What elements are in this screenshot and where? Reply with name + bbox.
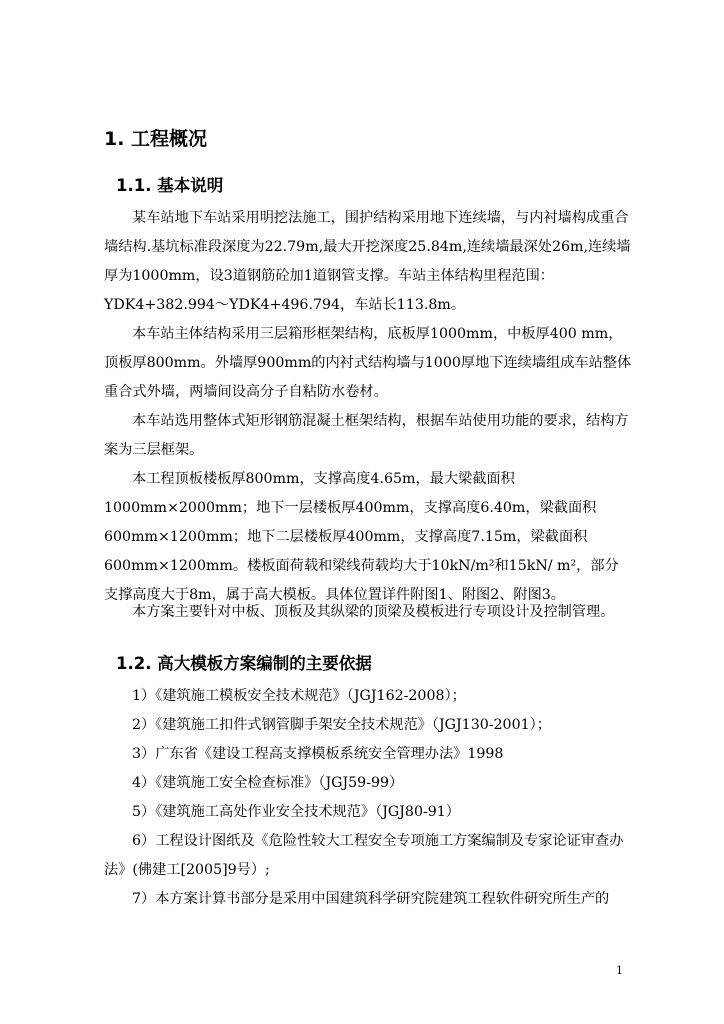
paragraph-scope: 本方案主要针对中板、顶板及其纵梁的顶梁及模板进行专项设计及控制管理。 bbox=[132, 604, 615, 620]
paragraph-structure: 本车站主体结构采用三层箱形框架结构，底板厚1000mm，中板厚400 mm，顶板厚800mm。外墙厚900mm的内衬式结构墙与1000厚地下连续墙组成车站整体重合式外墙，两墙间设高分子自粘防水卷材。 bbox=[104, 326, 632, 400]
reference-item: 4）《建筑施工安全检查标准》（JGJ59-99） bbox=[132, 775, 404, 791]
reference-item: 5）《建筑施工高处作业安全技术规范》（JGJ80-91） bbox=[132, 804, 460, 820]
section-heading-1-2: 1.2. 高大模板方案编制的主要依据 bbox=[116, 654, 372, 673]
reference-item: 6）工程设计图纸及《危险性较大工程安全专项施工方案编制及专家论证审查办法》(佛建工[2005]9号）; bbox=[104, 833, 624, 878]
section-heading-1: 1. 工程概况 bbox=[104, 128, 208, 150]
reference-item: 2）《建筑施工扣件式钢管脚手架安全技术规范》（JGJ130-2001）； bbox=[132, 717, 551, 733]
paragraph-frame: 本车站选用整体式矩形钢筋混凝土框架结构，根据车站使用功能的要求，结构方案为三层框架。 bbox=[104, 413, 629, 458]
page-number: 1 bbox=[616, 964, 623, 977]
section-heading-1-1: 1.1. 基本说明 bbox=[116, 176, 224, 195]
reference-item: 7）本方案计算书部分是采用中国建筑科学研究院建筑工程软件研究所生产的 bbox=[132, 891, 610, 907]
paragraph-overview: 某车站地下车站采用明挖法施工，围护结构采用地下连续墙，与内衬墙构成重合墙结构.基坑标准段深度为22.79m,最大开挖深度25.84m,连续墙最深处26m,连续墙厚为1000mm，设3道钢筋砼加1道钢管支撑。车站主体结构里程范围：YDK4+382.994～YDK4+496.794，车站长113.8m。 bbox=[104, 210, 631, 313]
reference-item: 1）《建筑施工模板安全技术规范》（JGJ162-2008）； bbox=[132, 688, 466, 704]
reference-item: 3）广东省《建设工程高支撑模板系统安全管理办法》1998 bbox=[132, 746, 504, 762]
paragraph-slab-details: 本工程顶板楼板厚800mm，支撑高度4.65m，最大梁截面积1000mm×2000mm；地下一层楼板厚400mm，支撑高度6.40m，梁截面积600mm×1200mm；地下二层楼板厚400mm，支撑高度7.15m，梁截面积600mm×1200mm。楼板面荷载和梁线荷载均大于10kN/m²和15kN/ m²，部分支撑高度大于8m，属于高大模板。具体位置详件附图1、附图2、附图3。 bbox=[104, 471, 619, 603]
